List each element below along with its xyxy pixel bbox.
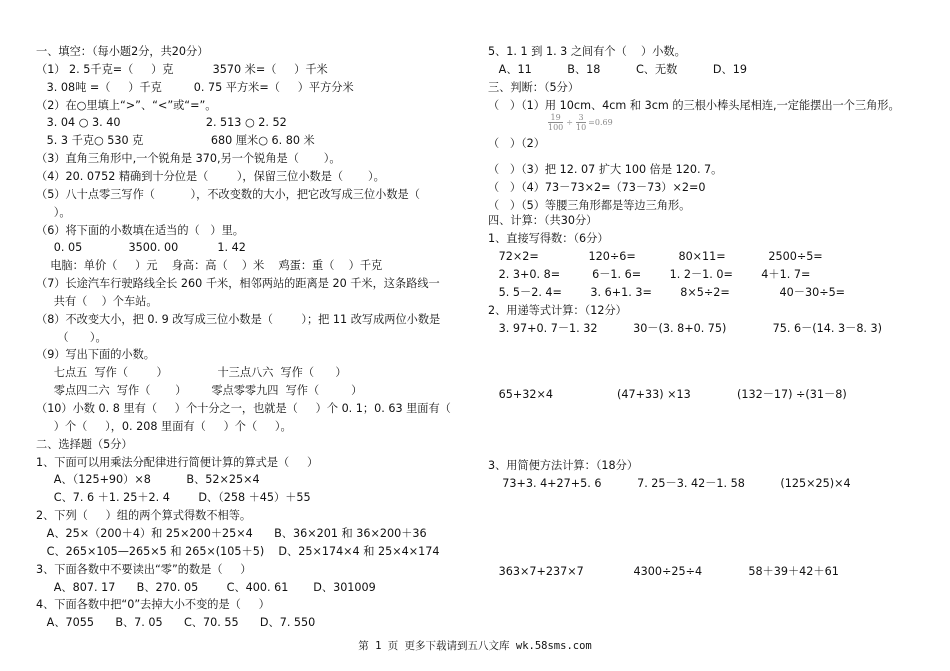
fraction-result: =0.69 bbox=[588, 118, 613, 127]
left-line-8: （5）八十点零三写作（ ），不改变数的大小，把它改写成三位小数是（ bbox=[36, 188, 420, 201]
fraction-b-den: 10 bbox=[575, 123, 587, 132]
calc-row-3: 73+3. 4+27+5. 6 7. 25－3. 42－1. 58 (125×25)×4 bbox=[488, 477, 851, 490]
left-line-6: （3）直角三角形中,一个锐角是 370,另一个锐角是（ ）。 bbox=[36, 152, 341, 165]
left-line-31: 4、下面各数中把“0”去掉大小不变的是（ ） bbox=[36, 598, 270, 611]
left-line-3: （2）在○里填上“>”、“<”或“=”。 bbox=[36, 99, 217, 112]
left-line-7: （4）20. 0752 精确到十分位是（ ），保留三位小数是（ ）。 bbox=[36, 170, 385, 183]
left-line-30: A、807. 17 B、270. 05 C、400. 61 D、301009 bbox=[36, 581, 376, 594]
right-lower-line-6: 72×2= 120÷6= 80×11= 2500÷5= bbox=[488, 250, 823, 263]
left-line-29: 3、下面各数中不要读出“零”的数是（ ） bbox=[36, 563, 252, 576]
left-line-10: （6）将下面的小数填在适当的（ ）里。 bbox=[36, 224, 244, 237]
left-line-14: 共有（ ）个车站。 bbox=[36, 295, 158, 308]
left-line-22: 二、选择题（5分） bbox=[36, 438, 133, 451]
fraction-b-num: 3 bbox=[578, 113, 584, 122]
left-line-24: A、（125+90）×8 B、52×25×4 bbox=[36, 473, 260, 486]
left-line-21: ）个（ ），0. 208 里面有（ ）个（ ）。 bbox=[36, 420, 292, 433]
fraction-a-den: 100 bbox=[548, 123, 564, 132]
left-line-26: 2、下列（ ）组的两个算式得数不相等。 bbox=[36, 509, 252, 522]
right-lower-line-8: 5. 5－2. 4= 3. 6+1. 3= 8×5÷2= 40－30÷5= bbox=[488, 286, 846, 299]
left-line-23: 1、下面可以用乘法分配律进行简便计算的算式是（ ） bbox=[36, 456, 319, 469]
left-line-19: 零点四二六 写作（ ） 零点零零九四 写作（ ） bbox=[36, 384, 363, 397]
page-footer: 第 1 页 更多下载请到五八文库 wk.58sms.com bbox=[358, 640, 592, 652]
left-line-0: 一、填空：（每小题2分，共20分） bbox=[36, 45, 209, 58]
right-line-2: 三、判断：（5分） bbox=[488, 81, 580, 94]
left-line-27: A、25×（200＋4）和 25×200＋25×4 B、36×201 和 36×200＋36 bbox=[36, 527, 427, 540]
left-line-28: C、265×105—265×5 和 265×(105＋5) D、25×174×4 和 25×4×174 bbox=[36, 545, 440, 558]
calc-row-2: 65+32×4 (47+33) ×13 (132－17) ÷(31－8) bbox=[488, 388, 847, 401]
left-line-9: ）。 bbox=[36, 206, 71, 219]
right-lower-line-7: 2. 3+0. 8= 6－1. 6= 1. 2－1. 0= 4＋1. 7= bbox=[488, 268, 811, 281]
left-line-2: 3. 08吨 =（ ）千克 0. 75 平方米=（ ）平方分米 bbox=[36, 81, 354, 94]
calc-row-4: 363×7+237×7 4300÷25÷4 58＋39＋42＋61 bbox=[488, 565, 839, 578]
right-lower-line-10: 3. 97+0. 7－1. 32 30－(3. 8+0. 75) 75. 6－(14. 3－8. 3) bbox=[488, 322, 883, 335]
right-lower-line-1: （ ）（3）把 12. 07 扩大 100 倍是 120. 7。 bbox=[488, 163, 723, 176]
right-lower-line-0: （ ）（2） bbox=[488, 137, 545, 150]
right-lower-line-4: 四、计算：（共30分） bbox=[488, 214, 598, 227]
left-line-18: 七点五 写作（ ） 十三点八六 写作（ ） bbox=[36, 366, 347, 379]
left-line-17: （9）写出下面的小数。 bbox=[36, 348, 155, 361]
left-line-11: 0. 05 3500. 00 1. 42 bbox=[36, 241, 246, 254]
fraction-expression: $\frac{19}{100} \div \frac{3}{10} =0.69$ bbox=[548, 113, 613, 132]
left-line-15: （8）不改变大小，把 0. 9 改写成三位小数是（ ）；把 11 改写成两位小数是 bbox=[36, 313, 441, 326]
right-lower-line-3: （ ）（5）等腰三角形都是等边三角形。 bbox=[488, 199, 691, 212]
right-lower-line-9: 2、用递等式计算：（12分） bbox=[488, 304, 627, 317]
right-line-0: 5、1. 1 到 1. 3 之间有个（ ）小数。 bbox=[488, 45, 686, 58]
left-line-12: 电脑：单价（ ）元 身高：高（ ）米 鸡蛋：重（ ）千克 bbox=[36, 259, 383, 272]
right-lower-line-5: 1、直接写得数：（6分） bbox=[488, 232, 609, 245]
right-line-3: （ ）（1）用 10cm、4cm 和 3cm 的三根小棒头尾相连,一定能摆出一个三角形。 bbox=[488, 99, 900, 112]
fraction-a-num: 19 bbox=[550, 113, 561, 122]
left-line-20: （10）小数 0. 8 里有（ ）个十分之一，也就是（ ）个 0. 1；0. 63 里面有（ bbox=[36, 402, 451, 415]
left-line-25: C、7. 6 ＋1. 25＋2. 4 D、（258 ＋45）＋55 bbox=[36, 491, 311, 504]
right-lower-line-2: （ ）（4）73－73×2=（73－73）×2=0 bbox=[488, 181, 706, 194]
right-line-1: A、11 B、18 C、无数 D、19 bbox=[488, 63, 747, 76]
left-line-32: A、7055 B、7. 05 C、70. 55 D、7. 550 bbox=[36, 616, 316, 629]
left-line-1: （1） 2. 5千克=（ ）克 3570 米=（ ）千米 bbox=[36, 63, 328, 76]
left-line-4: 3. 04 ○ 3. 40 2. 513 ○ 2. 52 bbox=[36, 116, 287, 129]
calc-section-3-title: 3、用简便方法计算：（18分） bbox=[488, 459, 639, 472]
left-line-5: 5. 3 千克○ 530 克 680 厘米○ 6. 80 米 bbox=[36, 134, 315, 147]
left-line-16: （ ）。 bbox=[36, 331, 107, 344]
left-line-13: （7）长途汽车行驶路线全长 260 千米，相邻两站的距离是 20 千米，这条路线一 bbox=[36, 277, 440, 290]
